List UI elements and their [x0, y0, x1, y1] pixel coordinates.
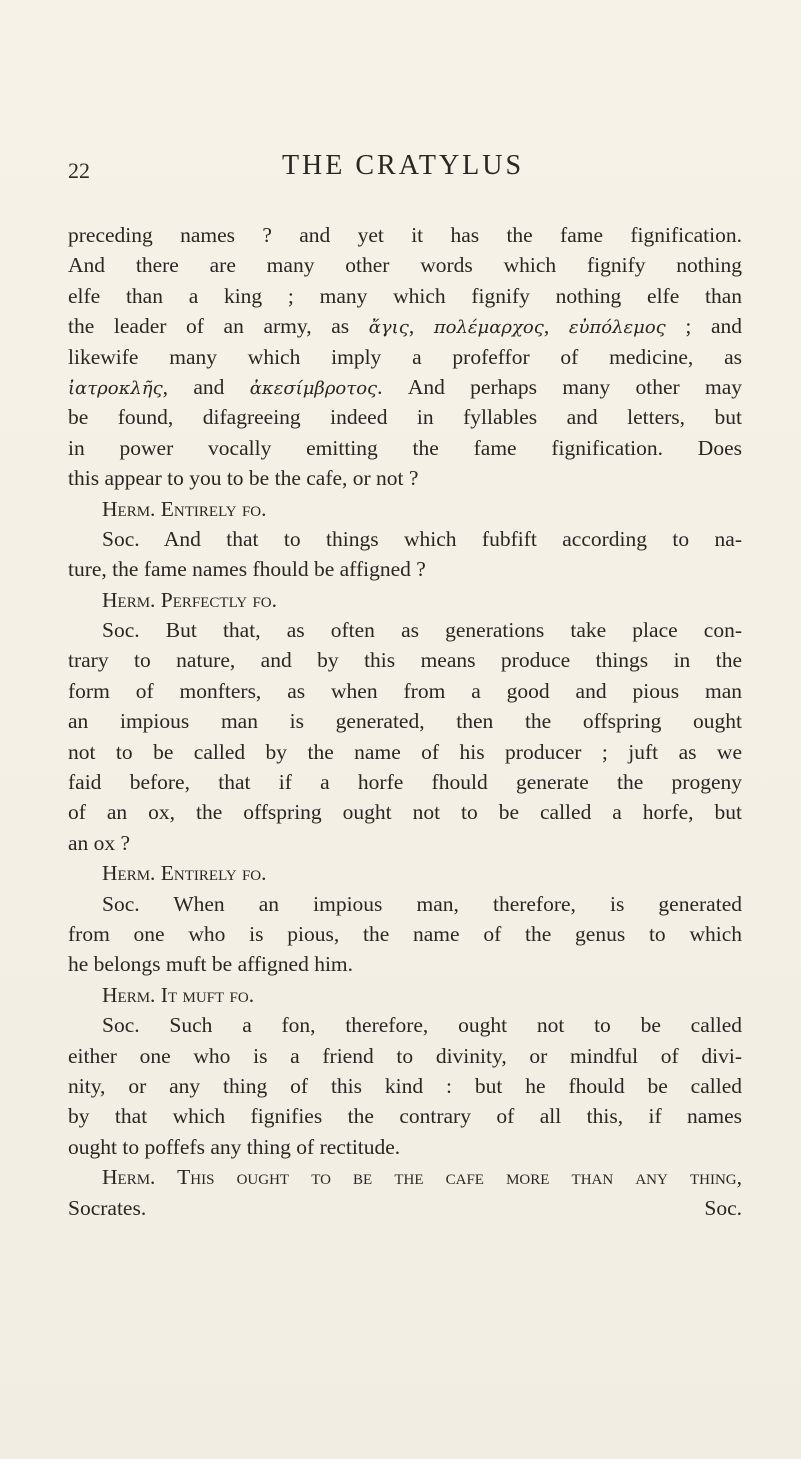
text-line: an impious man is generated, then the offspring ought: [68, 709, 742, 734]
greek-word: ἰατροκλῆς: [68, 377, 163, 399]
last-line: [68, 1193, 742, 1223]
text-line: elfe than a king ; many which fignify nothing elfe than: [68, 283, 742, 308]
text-line: not to be called by the name of his producer ; juft as we: [68, 739, 742, 764]
speech-text: Herm. Entirely fo.: [102, 496, 267, 521]
speech-text: Herm. This ought to be the cafe more than any thing,: [102, 1165, 742, 1190]
text-line: in power vocally emitting the fame fignification. Does: [68, 435, 742, 460]
body-text: [68, 220, 742, 1223]
text-line: of an ox, the offspring ought not to be called a horfe, but: [68, 800, 742, 825]
text-line: faid before, that if a horfe fhould generate the progeny: [68, 770, 742, 795]
text-line: ought to poffefs any thing of rectitude.: [68, 1134, 401, 1159]
text-line-greek: ἰατροκλῆς, and ἀκεσίμβροτος. And perhaps many other may: [68, 374, 742, 399]
text-line: by that which fignifies the contrary of all this, if names: [68, 1104, 742, 1129]
text-line: And there are many other words which fignify nothing: [68, 253, 742, 278]
text-line: be found, difagreeing indeed in fyllables and letters, but: [68, 405, 742, 430]
text-line: likewife many which imply a profeffor of medicine, as: [68, 344, 742, 369]
catchword: Soc.: [704, 1195, 742, 1220]
speech-text: Herm. It muft fo.: [102, 982, 255, 1007]
page-number: 22: [68, 158, 90, 183]
running-title: THE CRATYLUS: [281, 150, 525, 181]
greek-word: εὐπόλεμος: [568, 317, 666, 339]
greek-word: πολέμαρχος: [433, 317, 544, 339]
greek-word: ἀκεσίμβροτος: [249, 377, 378, 399]
text-line: preceding names ? and yet it has the fame fignification.: [68, 223, 742, 247]
text-line: an ox ?: [68, 830, 131, 855]
text-line: from one who is pious, the name of the genus to which: [68, 921, 742, 946]
line-text: and: [193, 374, 225, 399]
speaker-line: [68, 494, 742, 524]
line-text: ; and: [685, 314, 743, 339]
line-text: Socrates.: [68, 1195, 147, 1220]
speaker-line: [68, 585, 742, 615]
text-line: Soc. When an impious man, therefore, is generated: [102, 891, 742, 916]
text-line: either one who is a friend to divinity, or mindful of divi-: [68, 1043, 742, 1068]
speaker-line: [68, 1162, 742, 1192]
text-line: nity, or any thing of this kind : but he fhould be called: [68, 1073, 742, 1098]
greek-word: ἄγις: [368, 317, 409, 339]
speaker-line: [68, 858, 742, 888]
line-text: And perhaps many other may: [407, 374, 742, 399]
text-line: form of monfters, as when from a good and pious man: [68, 678, 742, 703]
text-line: trary to nature, and by this means produce things in the: [68, 648, 742, 673]
text-line: Soc. And that to things which fubfift according to na-: [102, 526, 742, 551]
page-header: [68, 150, 738, 190]
text-line: he belongs muft be affigned him.: [68, 952, 354, 977]
speech-text: Herm. Entirely fo.: [102, 861, 267, 886]
text-line: Soc. But that, as often as generations take place con-: [102, 618, 742, 643]
line-text: the leader of an army, as: [68, 314, 350, 339]
text-line-greek: the leader of an army, as ἄγις, πολέμαρχος, εὐπόλεμος ; and: [68, 314, 743, 339]
text-line: ture, the fame names fhould be affigned ?: [68, 557, 426, 582]
text-line: Soc. Such a fon, therefore, ought not to be called: [102, 1013, 742, 1038]
text-line: this appear to you to be the cafe, or not ?: [68, 466, 419, 491]
speech-text: Herm. Perfectly fo.: [102, 587, 277, 612]
speaker-line: [68, 980, 742, 1010]
